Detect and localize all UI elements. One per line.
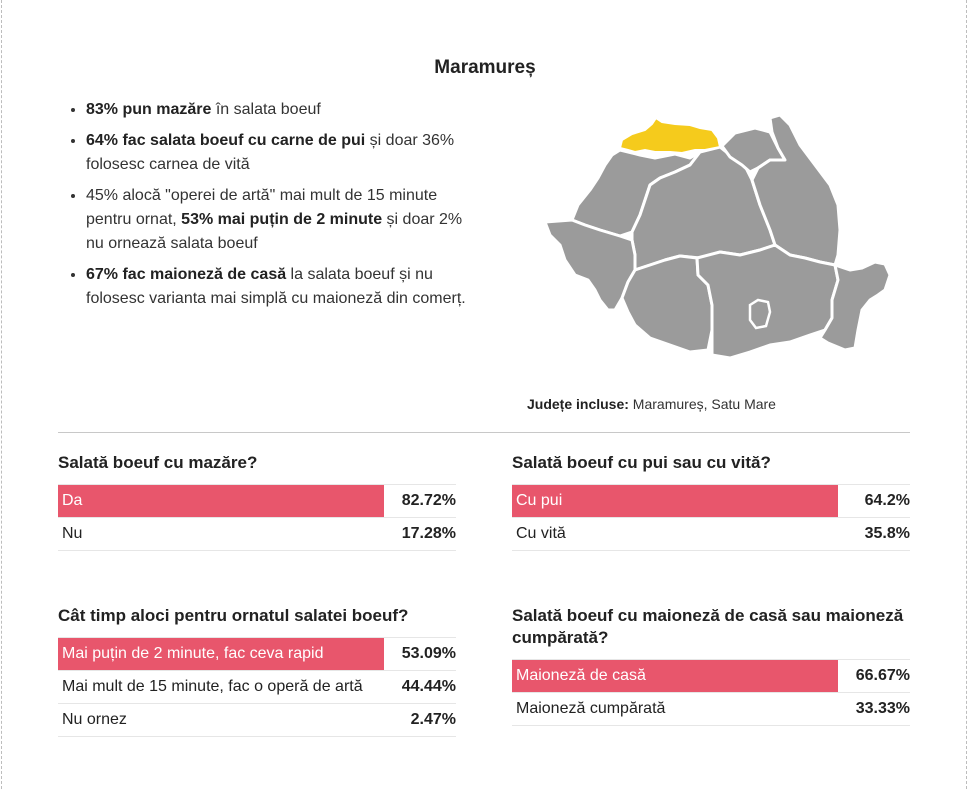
summary-text: și doar 2% nu ornează salata boeuf <box>86 211 463 252</box>
poll-option-percent: 82.72% <box>401 492 456 509</box>
poll-option-percent: 2.47% <box>410 711 456 728</box>
summary-item <box>86 129 466 177</box>
poll-option-label: Cu vită <box>516 525 566 542</box>
summary-highlight: 83% pun mazăre <box>86 101 212 118</box>
poll-question: Cât timp aloci pentru ornatul salatei boeuf? <box>58 606 409 625</box>
poll-option-percent: 35.8% <box>864 525 910 542</box>
summary-highlight: 64% fac salata boeuf cu carne de pui <box>86 132 366 149</box>
summary-highlight: 53% mai puțin de 2 minute <box>181 211 383 228</box>
poll-question: Salată boeuf cu pui sau cu vită? <box>512 453 771 472</box>
summary-text: în salata boeuf <box>211 101 321 118</box>
included-counties-label: Județe incluse: <box>527 396 629 412</box>
poll-option-label: Maioneză de casă <box>516 667 646 684</box>
poll-peas <box>58 452 456 551</box>
poll-option-percent: 53.09% <box>401 645 456 662</box>
poll-option-label: Cu pui <box>516 492 563 509</box>
summary-text: și doar 36% folosesc carnea de vită <box>86 132 455 173</box>
poll-option-percent: 64.2% <box>864 492 910 509</box>
poll-chicken-or-beef <box>512 452 910 551</box>
poll-option-row <box>512 517 910 551</box>
poll-option-percent: 33.33% <box>855 700 910 717</box>
page-title: Maramureș <box>434 57 536 78</box>
poll-option-label: Mai puțin de 2 minute, fac ceva rapid <box>62 645 324 662</box>
poll-option-row <box>512 484 910 517</box>
poll-option-row <box>512 659 910 692</box>
summary-text: la salata boeuf și nu folosesc varianta mai simplă cu maioneză din comerț. <box>86 266 466 307</box>
poll-option-label: Nu ornez <box>62 711 127 728</box>
region-maramures-highlight <box>620 118 720 153</box>
poll-option-percent: 44.44% <box>401 678 456 695</box>
section-divider <box>58 432 910 433</box>
poll-option-percent: 17.28% <box>401 525 456 542</box>
summary-item <box>86 98 466 122</box>
poll-option-row <box>58 517 456 551</box>
summary-list <box>68 98 466 318</box>
region-bucharest <box>750 300 770 328</box>
summary-text: 45% alocă "operei de artă" mai mult de 15 minute pentru ornat, <box>86 187 438 228</box>
poll-option-label: Nu <box>62 525 83 542</box>
summary-item <box>86 263 466 311</box>
poll-question: Salată boeuf cu mazăre? <box>58 453 258 472</box>
poll-option-label: Da <box>62 492 83 509</box>
summary-highlight: 67% fac maioneză de casă <box>86 266 287 283</box>
poll-option-percent: 66.67% <box>855 667 910 684</box>
summary-item <box>86 184 466 256</box>
poll-option-row <box>58 484 456 517</box>
poll-option-row <box>58 670 456 703</box>
included-counties-value: Maramureș, Satu Mare <box>628 396 776 412</box>
poll-option-row <box>512 692 910 726</box>
included-counties <box>527 396 776 412</box>
poll-mayonnaise <box>512 605 910 726</box>
poll-option-label: Mai mult de 15 minute, fac o operă de artă <box>62 678 363 695</box>
romania-region-map <box>540 110 900 365</box>
poll-garnish-time <box>58 605 456 737</box>
poll-question: Salată boeuf cu maioneză de casă sau maioneză cumpărată? <box>512 606 904 647</box>
poll-option-row <box>58 703 456 737</box>
poll-option-row <box>58 637 456 670</box>
poll-option-label: Maioneză cumpărată <box>516 700 666 717</box>
